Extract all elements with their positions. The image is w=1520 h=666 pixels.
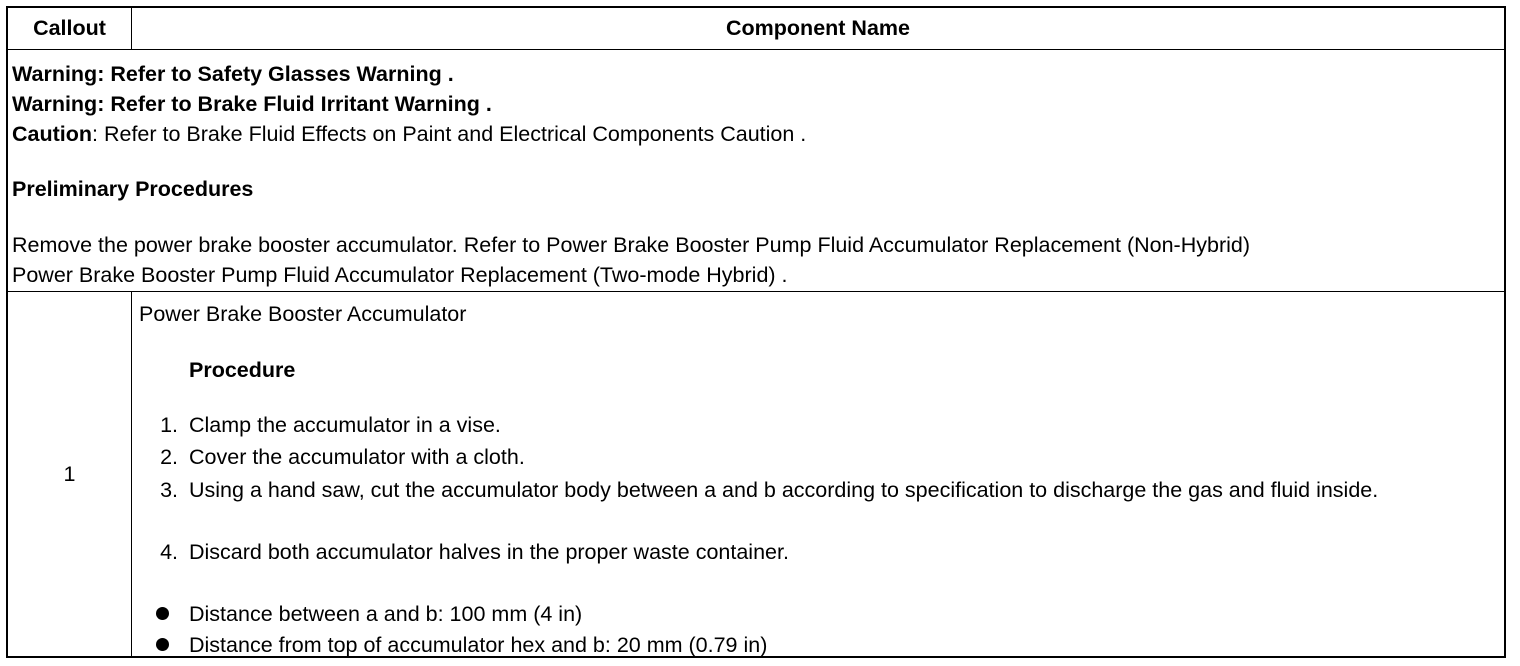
caution-label: Caution (12, 122, 93, 146)
preliminary-row (8, 50, 1504, 292)
warning-label: Warning: (12, 92, 105, 116)
brake-fluid-irritant-warning-link[interactable]: Refer to Brake Fluid Irritant Warning (110, 92, 480, 116)
component-row (8, 292, 1504, 656)
bullet-icon (156, 607, 169, 620)
step-number: 4. (160, 540, 178, 564)
procedure-heading: Procedure (189, 358, 296, 382)
bullet-icon (156, 638, 169, 651)
spec-text: Distance between a and b: 100 mm (4 in) (189, 602, 583, 626)
step-number: 2. (160, 445, 178, 469)
table-header-row (8, 8, 1504, 50)
safety-glasses-warning (12, 59, 454, 89)
callout-number: 1 (63, 462, 76, 486)
spec-text: Distance from top of accumulator hex and b: 20 mm (0.79 in) (189, 633, 768, 657)
callout-column-header: Callout (8, 8, 132, 49)
step-number: 3. (160, 478, 178, 502)
brake-fluid-caution (12, 119, 806, 149)
brake-fluid-caution-link[interactable]: : Refer to Brake Fluid Effects on Paint and Electrical Components Caution . (92, 122, 807, 146)
warning-label: Warning: (12, 62, 105, 86)
preliminary-instruction-line-1[interactable]: Remove the power brake booster accumulator. Refer to Power Brake Booster Pump Fluid Accumulator Replacement (Non-Hybrid) (12, 233, 1250, 257)
period: . (479, 92, 492, 116)
component-name-column-header: Component Name (726, 16, 910, 40)
safety-glasses-warning-link[interactable]: Refer to Safety Glasses Warning (110, 62, 442, 86)
period: . (441, 62, 454, 86)
procedure-table (6, 6, 1506, 658)
component-callout-number (8, 292, 132, 656)
component-details (132, 292, 1504, 656)
component-name: Power Brake Booster Accumulator (139, 302, 467, 326)
brake-fluid-irritant-warning (12, 89, 492, 119)
step-text: Clamp the accumulator in a vise. (189, 413, 501, 437)
step-text: Using a hand saw, cut the accumulator body between a and b according to specification to discharge the gas and fluid inside. (189, 478, 1379, 502)
step-text: Cover the accumulator with a cloth. (189, 445, 525, 469)
step-number: 1. (160, 413, 178, 437)
step-text: Discard both accumulator halves in the proper waste container. (189, 540, 789, 564)
preliminary-procedures-heading: Preliminary Procedures (12, 177, 254, 201)
preliminary-instruction-line-2[interactable]: Power Brake Booster Pump Fluid Accumulator Replacement (Two-mode Hybrid) . (12, 263, 788, 287)
